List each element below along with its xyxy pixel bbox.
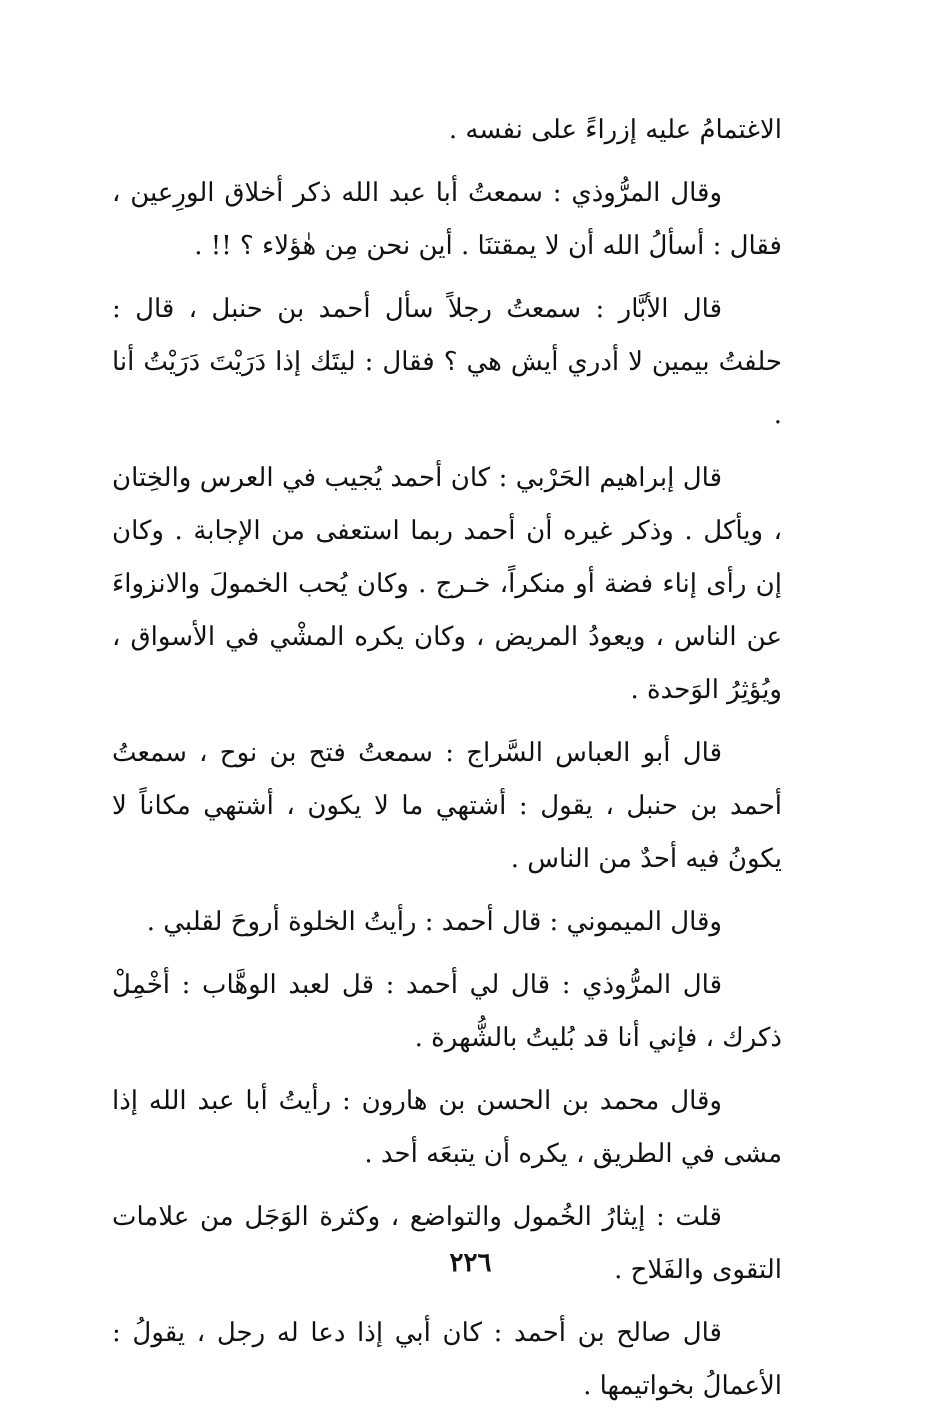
paragraph-5: قال أبو العباس السَّراج : سمعتُ فتح بن نوح ، سمعتُ أحمد بن حنبل ، يقول : أشتهي ما لا يكون ، أشتهي مكاناً لا يكونُ فيه أحدٌ من الناس . — [112, 738, 782, 874]
paragraph-8: وقال محمد بن الحسن بن هارون : رأيتُ أبا عبد الله إذا مشى في الطريق ، يكره أن يتبعَه أحد . — [112, 1086, 782, 1169]
page-number: ٢٢٦ — [449, 1248, 492, 1278]
paragraph-3: قال الأبَّار : سمعتُ رجلاً سأل أحمد بن حنبل ، قال : حلفتُ بيمين لا أدري أيش هي ؟ فقال : ليتَك إذا دَرَيْتَ دَرَيْتُ أنا . — [112, 294, 782, 430]
paragraph-4: قال إبراهيم الحَرْبي : كان أحمد يُجيب في العرس والخِتان ، ويأكل . وذكر غيره أن أحمد ربما استعفى من الإجابة . وكان إن رأى إناء فضة أو منكراً، خـرج . وكان يُحب الخمولَ والانزواءَ عن الناس ، ويعودُ المريض ، وكان يكره المشْي في الأسواق ، ويُؤثِرُ الوَحدة . — [112, 463, 782, 705]
page-body-text — [112, 104, 782, 1413]
paragraph-2: وقال المرُّوذي : سمعتُ أبا عبد الله ذكر أخلاق الورِعين ، فقال : أسألُ الله أن لا يمقتنَا . أين نحن مِن هٰؤلاء ؟ !! . — [112, 178, 782, 261]
paragraph-9: قلت : إيثارُ الخُمول والتواضع ، وكثرة الوَجَل من علامات التقوى والفَلاح . — [112, 1202, 782, 1285]
paragraph-1: الاغتمامُ عليه إزراءً على نفسه . — [448, 115, 782, 145]
paragraph-6: وقال الميموني : قال أحمد : رأيتُ الخلوة أروحَ لقلبي . — [146, 907, 722, 937]
paragraph-7: قال المرُّوذي : قال لي أحمد : قل لعبد الوهَّاب : أخْمِلْ ذكرك ، فإني أنا قد بُليتُ بالشُّهرة . — [112, 970, 782, 1053]
paragraph-10: قال صالح بن أحمد : كان أبي إذا دعا له رجل ، يقولُ : الأعمالُ بخواتيمها . — [112, 1318, 782, 1401]
